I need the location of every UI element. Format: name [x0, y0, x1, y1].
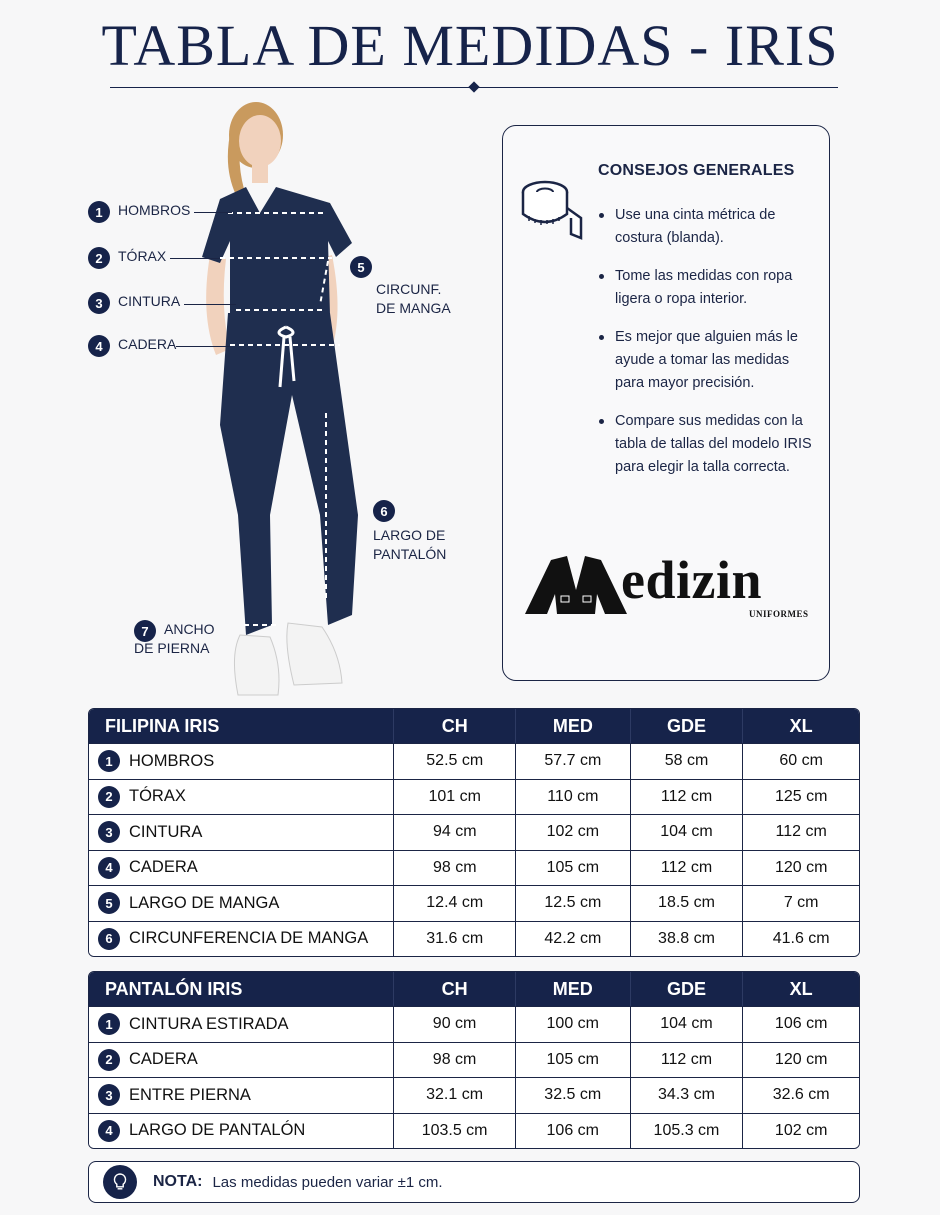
table-cell: 120 cm [742, 1042, 859, 1078]
table-cell: 41.6 cm [742, 921, 859, 957]
table-cell: 57.7 cm [515, 743, 630, 779]
table-cell: 12.4 cm [393, 885, 515, 921]
table-cell: 106 cm [515, 1113, 630, 1149]
row-label: ENTRE PIERNA [129, 1085, 251, 1104]
table-row [89, 921, 859, 957]
tip-item: Tome las medidas con ropa ligera o ropa interior. [599, 265, 814, 311]
table-cell: 110 cm [515, 779, 630, 815]
pantalon-size-table [88, 971, 860, 1149]
page-title: TABLA DE MEDIDAS - IRIS [101, 13, 839, 78]
table-cell: 101 cm [393, 779, 515, 815]
table-row [89, 743, 859, 779]
table-cell: 105 cm [515, 1042, 630, 1078]
measure-label-text-line1: ANCHO [164, 621, 215, 637]
model-figure-illustration [180, 95, 380, 705]
table-header-cell: CH [393, 709, 515, 743]
table-cell: 18.5 cm [630, 885, 743, 921]
number-badge: 2 [98, 1049, 120, 1071]
table-row [89, 1006, 859, 1042]
table-cell: 105 cm [515, 850, 630, 886]
table-row [89, 814, 859, 850]
table-cell: 7 cm [742, 885, 859, 921]
table-row [89, 850, 859, 886]
number-badge: 6 [373, 500, 395, 522]
number-badge: 3 [98, 821, 120, 843]
number-badge: 1 [98, 750, 120, 772]
number-badge: 3 [98, 1084, 120, 1106]
brand-logo [521, 546, 821, 626]
measure-label-text: HOMBROS [118, 202, 191, 218]
row-label: CINTURA ESTIRADA [129, 1014, 289, 1033]
number-badge: 4 [98, 857, 120, 879]
note-box [88, 1161, 860, 1203]
table-cell: 102 cm [742, 1113, 859, 1149]
number-badge: 4 [98, 1120, 120, 1142]
table-header-cell: PANTALÓN IRIS [89, 972, 393, 1006]
leader-line [176, 346, 230, 347]
table-header-cell: MED [515, 709, 630, 743]
table-cell: 112 cm [742, 814, 859, 850]
table-cell: 112 cm [630, 850, 743, 886]
measuring-tape-icon [515, 178, 587, 244]
table-row [89, 1077, 859, 1113]
table-cell: 98 cm [393, 850, 515, 886]
leader-line [184, 304, 236, 305]
table-row [89, 1113, 859, 1149]
measure-label-ancho-pierna [134, 620, 216, 658]
table-header-cell: XL [742, 709, 859, 743]
table-cell: 52.5 cm [393, 743, 515, 779]
table-cell: 105.3 cm [630, 1113, 743, 1149]
title-divider-diamond [468, 81, 479, 92]
table-cell: 38.8 cm [630, 921, 743, 957]
measure-label-cintura [88, 292, 180, 314]
leader-line [194, 212, 232, 213]
measure-label-hombros [88, 201, 190, 223]
measure-label-torax [88, 247, 166, 269]
row-label: CADERA [129, 858, 198, 877]
number-badge: 6 [98, 928, 120, 950]
tips-heading: CONSEJOS GENERALES [598, 162, 795, 179]
measure-label-text-line2: DE PIERNA [134, 640, 210, 656]
table-header-cell: GDE [630, 972, 743, 1006]
table-cell: 58 cm [630, 743, 743, 779]
table-cell: 94 cm [393, 814, 515, 850]
row-label: LARGO DE MANGA [129, 893, 280, 912]
measure-label-text-line1: LARGO DE [373, 527, 446, 543]
row-label: TÓRAX [129, 787, 186, 806]
table-cell: 34.3 cm [630, 1077, 743, 1113]
measure-label-cadera [88, 335, 176, 357]
lightbulb-icon [103, 1165, 137, 1199]
measure-label-text-line1: CIRCUNF. [376, 281, 442, 297]
table-cell: 103.5 cm [393, 1113, 515, 1149]
number-badge: 1 [98, 1013, 120, 1035]
jacket-logo-icon [521, 550, 631, 620]
number-badge: 1 [88, 201, 110, 223]
table-cell: 60 cm [742, 743, 859, 779]
table-cell: 125 cm [742, 779, 859, 815]
measure-label-circunf-manga [350, 256, 451, 318]
table-cell: 120 cm [742, 850, 859, 886]
row-label: CADERA [129, 1050, 198, 1069]
table-header-cell: FILIPINA IRIS [89, 709, 393, 743]
table-cell: 112 cm [630, 1042, 743, 1078]
note-label: NOTA: [153, 1173, 203, 1190]
measure-label-text: TÓRAX [118, 248, 167, 264]
table-header-cell: GDE [630, 709, 743, 743]
tip-item: Es mejor que alguien más le ayude a tomar las medidas para mayor precisión. [599, 326, 814, 395]
row-label: CINTURA [129, 822, 203, 841]
tips-list [599, 204, 814, 494]
note-text: Las medidas pueden variar ±1 cm. [212, 1173, 443, 1191]
tip-item: Use una cinta métrica de costura (blanda). [599, 204, 814, 250]
table-header-cell: MED [515, 972, 630, 1006]
number-badge: 2 [88, 247, 110, 269]
number-badge: 5 [350, 256, 372, 278]
measure-label-largo-pantalon [373, 500, 446, 564]
measure-label-text: CINTURA [118, 293, 181, 309]
brand-logo-word: edizin [621, 550, 763, 610]
number-badge: 7 [134, 620, 156, 642]
number-badge: 2 [98, 786, 120, 808]
tips-panel [502, 125, 830, 681]
row-label: CIRCUNFERENCIA DE MANGA [129, 929, 369, 948]
table-cell: 90 cm [393, 1006, 515, 1042]
table-row [89, 1042, 859, 1078]
table-cell: 12.5 cm [515, 885, 630, 921]
table-cell: 32.5 cm [515, 1077, 630, 1113]
table-header-cell: XL [742, 972, 859, 1006]
number-badge: 4 [88, 335, 110, 357]
table-cell: 106 cm [742, 1006, 859, 1042]
table-row [89, 779, 859, 815]
row-label: LARGO DE PANTALÓN [129, 1121, 306, 1140]
table-cell: 100 cm [515, 1006, 630, 1042]
filipina-size-table [88, 708, 860, 957]
number-badge: 5 [98, 892, 120, 914]
table-cell: 104 cm [630, 814, 743, 850]
brand-logo-subtitle: UNIFORMES [749, 609, 809, 619]
table-cell: 42.2 cm [515, 921, 630, 957]
measure-label-text-line2: PANTALÓN [373, 546, 447, 562]
measure-label-text-line2: DE MANGA [376, 300, 451, 316]
row-label: HOMBROS [129, 751, 215, 770]
measure-label-text: CADERA [118, 336, 177, 352]
table-cell: 98 cm [393, 1042, 515, 1078]
table-cell: 104 cm [630, 1006, 743, 1042]
number-badge: 3 [88, 292, 110, 314]
table-header-row [89, 709, 859, 743]
table-header-row [89, 972, 859, 1006]
table-cell: 102 cm [515, 814, 630, 850]
table-cell: 32.1 cm [393, 1077, 515, 1113]
table-header-cell: CH [393, 972, 515, 1006]
table-row [89, 885, 859, 921]
tip-item: Compare sus medidas con la tabla de tallas del modelo IRIS para elegir la talla correcta. [599, 410, 814, 479]
leader-line [170, 258, 220, 259]
table-cell: 31.6 cm [393, 921, 515, 957]
table-cell: 112 cm [630, 779, 743, 815]
table-cell: 32.6 cm [742, 1077, 859, 1113]
